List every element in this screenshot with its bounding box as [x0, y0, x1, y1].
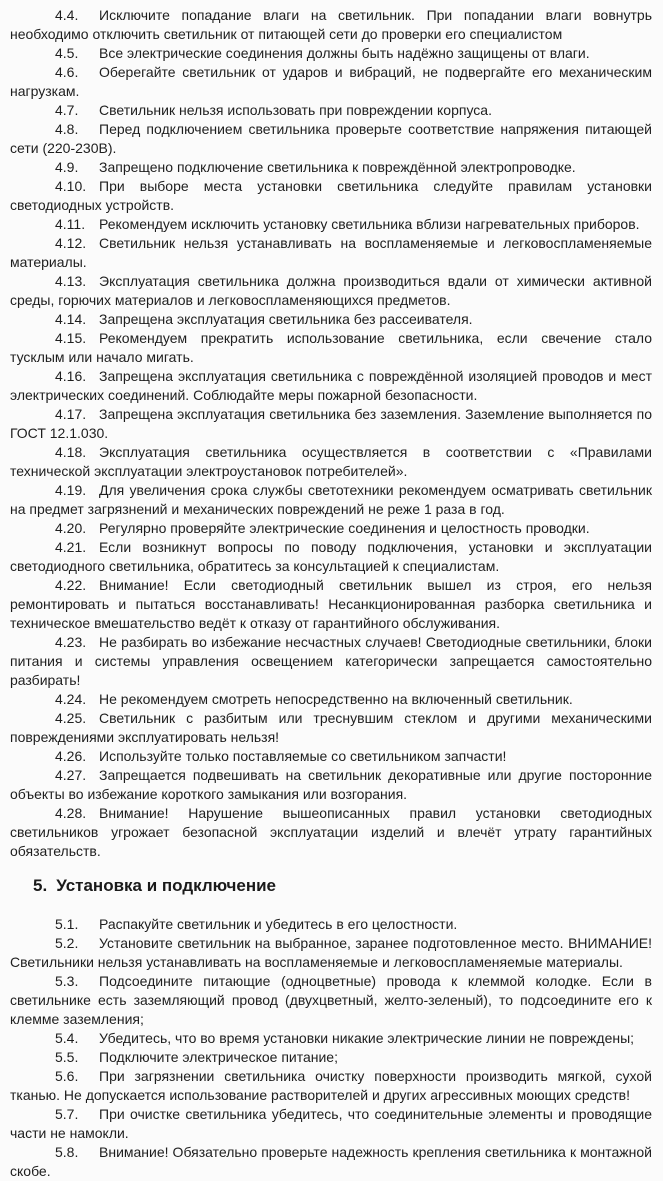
item-number: 4.23. — [55, 634, 87, 650]
list-item — [10, 1105, 652, 1143]
list-item — [10, 1029, 652, 1048]
list-item — [10, 443, 652, 481]
item-text: Эксплуатация светильника осуществляется в соответствии с «Правилами технической эксплуатации электроустановок потребителей». — [10, 444, 652, 479]
item-number: 4.5. — [55, 45, 79, 61]
item-text: Внимание! Нарушение вышеописанных правил установки светодиодных светильников угрожает безопасной эксплуатации изделий и влечёт утрату гарантийных обязательств. — [10, 805, 652, 859]
item-text: Не рекомендуем смотреть непосредственно на включенный светильник. — [99, 691, 573, 707]
item-number: 4.4. — [55, 7, 79, 23]
item-number: 4.19. — [55, 482, 87, 498]
item-text: При очистке светильника убедитесь, что соединительные элементы и проводящие части не намокли. — [10, 1106, 652, 1141]
item-number: 4.17. — [55, 406, 87, 422]
item-number: 5.4. — [55, 1030, 79, 1046]
list-item — [10, 101, 652, 120]
list-item — [10, 576, 652, 633]
list-item — [10, 804, 652, 861]
item-number: 5.2. — [55, 935, 79, 951]
list-item — [10, 538, 652, 576]
list-item — [10, 63, 652, 101]
list-item — [10, 633, 652, 690]
heading-title: Установка и подключение — [56, 876, 276, 895]
section-heading — [33, 875, 652, 897]
item-number: 4.16. — [55, 368, 87, 384]
item-text: Светильник с разбитым или треснувшим стеклом и другими механическими повреждениями эксплуатировать нельзя! — [10, 710, 652, 745]
list-item — [10, 367, 652, 405]
item-text: Светильник нельзя устанавливать на воспламеняемые и легковоспламеняемые материалы. — [10, 235, 652, 270]
heading-number: 5. — [33, 876, 48, 895]
item-number: 4.18. — [55, 444, 87, 460]
list-item — [10, 972, 652, 1029]
item-number: 4.11. — [55, 216, 86, 232]
item-text: Оберегайте светильник от ударов и вибраций, не подвергайте его механическим нагрузкам. — [10, 64, 652, 99]
item-number: 4.26. — [55, 748, 87, 764]
list-item — [10, 519, 652, 538]
item-text: Запрещается подвешивать на светильник декоративные или другие посторонние объекты во избежание короткого замыкания или возгорания. — [10, 767, 652, 802]
list-item — [10, 1143, 652, 1181]
item-number: 5.8. — [55, 1144, 79, 1160]
item-text: Светильник нельзя использовать при повреждении корпуса. — [99, 102, 492, 118]
item-text: Исключите попадание влаги на светильник. При попадании влаги вовнутрь необходимо отключить светильник от питающей сети до проверки его специалистом — [10, 7, 652, 42]
item-text: Подсоедините питающие (одноцветные) провода к клеммой колодке. Если в светильнике есть заземляющий провод (двухцветный, желто-зеленый), то подсоедините его к клемме заземления; — [10, 973, 652, 1027]
item-text: Внимание! Обязательно проверьте надежность крепления светильника к монтажной скобе. — [10, 1144, 652, 1179]
list-item — [10, 1067, 652, 1105]
list-item — [10, 405, 652, 443]
item-text: Все электрические соединения должны быть надёжно защищены от влаги. — [99, 45, 590, 61]
item-text: Используйте только поставляемые со светильником запчасти! — [99, 748, 507, 764]
item-number: 5.1. — [55, 916, 79, 932]
item-number: 4.7. — [55, 102, 79, 118]
item-text: Для увеличения срока службы светотехники рекомендуем осматривать светильник на предмет загрязнений и механических повреждений не реже 1 раза в год. — [10, 482, 652, 517]
item-text: Если возникнут вопросы по поводу подключения, установки и эксплуатации светодиодного светильника, обратитесь за консультацией к специалистам. — [10, 539, 652, 574]
list-item — [10, 915, 652, 934]
item-number: 4.15. — [55, 330, 87, 346]
item-text: Перед подключением светильника проверьте соответствие напряжения питающей сети (220-230В). — [10, 121, 652, 156]
list-item — [10, 177, 652, 215]
item-text: Запрещена эксплуатация светильника без рассеивателя. — [99, 311, 473, 327]
item-number: 4.6. — [55, 64, 79, 80]
list-item — [10, 310, 652, 329]
list-item — [10, 481, 652, 519]
item-number: 4.9. — [55, 159, 79, 175]
item-text: Распакуйте светильник и убедитесь в его целостности. — [99, 916, 458, 932]
item-number: 4.20. — [55, 520, 87, 536]
item-number: 4.13. — [55, 273, 87, 289]
list-item — [10, 120, 652, 158]
list-item — [10, 234, 652, 272]
item-number: 4.14. — [55, 311, 87, 327]
item-number: 4.22. — [55, 577, 87, 593]
item-text: Подключите электрическое питание; — [99, 1049, 338, 1065]
item-text: Запрещено подключение светильника к повреждённой электропроводке. — [99, 159, 576, 175]
list-item — [10, 1048, 652, 1067]
item-text: Регулярно проверяйте электрические соединения и целостность проводки. — [99, 520, 590, 536]
item-number: 5.6. — [55, 1068, 79, 1084]
list-item — [10, 747, 652, 766]
item-text: Запрещена эксплуатация светильника с повреждённой изоляцией проводов и мест электрических соединений. Соблюдайте меры пожарной безопасности. — [10, 368, 652, 403]
item-text: Рекомендуем прекратить использование светильника, если свечение стало тусклым или начало мигать. — [10, 330, 652, 365]
item-number: 4.24. — [55, 691, 87, 707]
item-text: Не разбирать во избежание несчастных случаев! Светодиодные светильники, блоки питания и системы управления освещением категорически запрещается самостоятельно разбирать! — [10, 634, 652, 688]
item-number: 4.28. — [55, 805, 87, 821]
list-item — [10, 6, 652, 44]
item-text: Убедитесь, что во время установки никакие электрические линии не повреждены; — [99, 1030, 635, 1046]
item-number: 5.5. — [55, 1049, 79, 1065]
item-number: 5.7. — [55, 1106, 79, 1122]
item-text: Запрещена эксплуатация светильника без заземления. Заземление выполняется по ГОСТ 12.1.030. — [10, 406, 652, 441]
list-item — [10, 44, 652, 63]
item-number: 4.25. — [55, 710, 87, 726]
item-text: При выборе места установки светильника следуйте правилам установки светодиодных устройств. — [10, 178, 652, 213]
list-item — [10, 690, 652, 709]
list-item — [10, 272, 652, 310]
item-number: 4.8. — [55, 121, 79, 137]
item-number: 5.3. — [55, 973, 79, 989]
list-item — [10, 329, 652, 367]
item-text: Рекомендуем исключить установку светильника вблизи нагревательных приборов. — [99, 216, 640, 232]
list-item — [10, 766, 652, 804]
item-number: 4.21. — [55, 539, 87, 555]
item-text: При загрязнении светильника очистку поверхности производить мягкой, сухой тканью. Не допускается использование растворителей и других агрессивных моющих средств! — [10, 1068, 652, 1103]
list-item — [10, 215, 652, 234]
item-text: Эксплуатация светильника должна производиться вдали от химически активной среды, горючих материалов и легковоспламеняющихся предметов. — [10, 273, 652, 308]
item-text: Внимание! Если светодиодный светильник вышел из строя, его нельзя ремонтировать и пытаться восстанавливать! Несанкционированная разборка светильника и техническое вмешательство ведёт к отказу от гарантийного обслуживания. — [10, 577, 652, 631]
item-text: Установите светильник на выбранное, заранее подготовленное место. ВНИМАНИЕ! Светильники нельзя устанавливать на воспламеняемые и легковоспламеняемые материалы. — [10, 935, 652, 970]
list-item — [10, 709, 652, 747]
list-item — [10, 158, 652, 177]
item-number: 4.12. — [55, 235, 87, 251]
item-number: 4.10. — [55, 178, 87, 194]
list-item — [10, 934, 652, 972]
item-number: 4.27. — [55, 767, 87, 783]
